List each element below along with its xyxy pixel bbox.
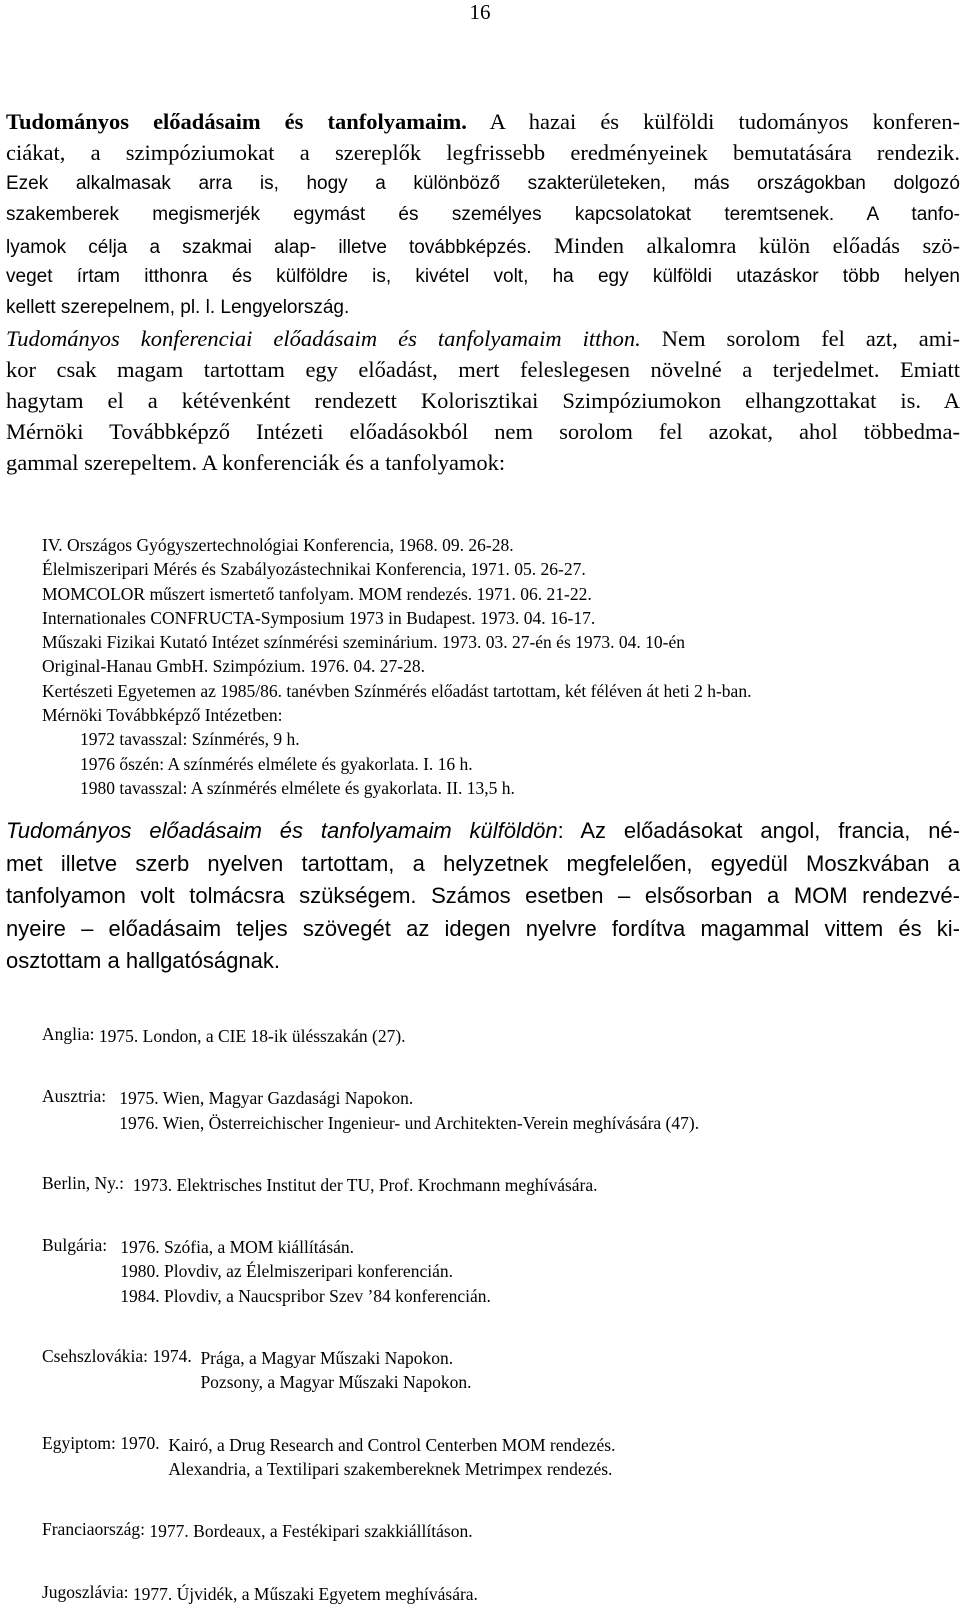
text-line: kellett szerepelnem, pl. l. Lengyelország. <box>6 297 350 318</box>
country-label: Anglia: <box>42 1024 99 1044</box>
country-label: Csehszlovákia: 1974. <box>42 1346 201 1367</box>
trip-item: 1975. Wien, Magyar Gazdasági Napokon. <box>119 1088 414 1109</box>
list-item: MOMCOLOR műszert ismertető tanfolyam. MOM rendezés. 1971. 06. 21-22. <box>42 583 592 604</box>
list-item: 1972 tavasszal: Színmérés, 9 h. <box>80 729 300 750</box>
section-heading: Tudományos előadásaim és tanfolyamaim külföldön <box>6 818 558 843</box>
trip-item: 1976. Wien, Österreichischer Ingenieur- und Architekten-Verein meghívására (47). <box>119 1112 700 1133</box>
text-line: tanfolyamon volt tolmácsra szükségem. Számos esetben – elsősorban a MOM rendezvé- <box>6 883 960 908</box>
list-item: 1980 tavasszal: A színmérés elmélete és gyakorlata. II. 13,5 h. <box>80 777 515 798</box>
trip-item: Alexandria, a Textilipari szakembereknek Metrimpex rendezés. <box>168 1458 613 1479</box>
country-label: Egyiptom: 1970. <box>42 1432 169 1453</box>
trip-item: Kairó, a Drug Research and Control Centerben MOM rendezés. <box>168 1434 616 1455</box>
trip-entry <box>42 1582 699 1606</box>
trip-item: 1977. Bordeaux, a Festékipari szakkiállításon. <box>149 1521 473 1542</box>
trip-item: 1984. Plovdiv, a Naucspribor Szev ’84 konferencián. <box>120 1285 491 1306</box>
trip-entry <box>42 1086 699 1135</box>
trip-entry <box>42 1173 699 1197</box>
text-line: kor csak magam tartottam egy előadást, mert feleslegesen növelné a terjedelmet. Emiatt <box>6 357 960 382</box>
text-line: szakemberek megismerjék egymást és személyes kapcsolatokat teremtsenek. A tanfo- <box>6 204 960 225</box>
text-line: Tudományos konferenciai előadásaim és tanfolyamaim itthon. Nem sorolom fel azt, ami- <box>6 326 960 351</box>
text-line: hagytam el a kétévenként rendezett Kolorisztikai Szimpóziumokon elhangzottakat is. A <box>6 388 960 413</box>
trip-item: 1980. Plovdiv, az Élelmiszeripari konferencián. <box>120 1261 453 1282</box>
trip-item: Prága, a Magyar Műszaki Napokon. <box>200 1348 454 1369</box>
list-item: Mérnöki Továbbképző Intézetben: <box>42 705 283 726</box>
trip-item: Pozsony, a Magyar Műszaki Napokon. <box>200 1372 472 1393</box>
conference-list <box>42 533 751 800</box>
list-item: 1976 őszén: A színmérés elmélete és gyakorlata. I. 16 h. <box>80 753 473 774</box>
trip-item: 1975. London, a CIE 18-ik ülésszakán (27). <box>98 1026 406 1046</box>
trip-entry <box>42 1519 699 1543</box>
home-paragraph <box>6 323 960 478</box>
list-item: Élelmiszeripari Mérés és Szabályozástechnikai Konferencia, 1971. 05. 26-27. <box>42 559 586 580</box>
list-item: Kertészeti Egyetemen az 1985/86. tanévben Színmérés előadást tartottam, két féléven át heti 2 h-ban. <box>42 680 752 701</box>
country-label: Bulgária: <box>42 1235 121 1256</box>
trip-entry <box>42 1024 699 1048</box>
country-label: Ausztria: <box>42 1086 120 1107</box>
country-label: Franciaország: <box>42 1519 150 1540</box>
trip-entry <box>42 1235 699 1308</box>
country-label: Jugoszlávia: <box>42 1581 133 1602</box>
text-line: ciákat, a szimpóziumokat a szereplők legfrissebb eredményeinek bemutatására rendezik. <box>6 140 960 165</box>
list-item: Internationales CONFRUCTA-Symposium 1973 in Budapest. 1973. 04. 16-17. <box>42 607 596 628</box>
section-heading: Tudományos előadásaim és tanfolyamaim. <box>6 109 467 134</box>
foreign-trips-list <box>42 1024 699 1606</box>
text-line: Tudományos előadásaim és tanfolyamaim külföldön: Az előadásokat angol, francia, né- <box>6 818 960 843</box>
intro-paragraph <box>6 106 960 323</box>
abroad-paragraph <box>6 815 960 978</box>
trip-item: 1976. Szófia, a MOM kiállításán. <box>120 1237 355 1258</box>
list-item: IV. Országos Gyógyszertechnológiai Konferencia, 1968. 09. 26-28. <box>42 535 514 555</box>
text-line: Mérnöki Továbbképző Intézeti előadásokból nem sorolom fel azokat, ahol többedma- <box>6 419 960 444</box>
text-line: veget írtam itthonra és külföldre is, kivétel volt, ha egy külföldi utazáskor több helyen <box>6 266 960 287</box>
trip-entry <box>42 1346 699 1395</box>
text-line: Ezek alkalmasak arra is, hogy a különböző szakterületeken, más országokban dolgozó <box>6 173 960 194</box>
page-number: 16 <box>469 0 491 24</box>
list-item: Műszaki Fizikai Kutató Intézet színmérési szeminárium. 1973. 03. 27-én és 1973. 04. 10-én <box>42 632 685 653</box>
text-line: lyamok célja a szakmai alap- illetve továbbképzés. Minden alkalomra külön előadás szö- <box>6 233 960 258</box>
trip-item: 1973. Elektrisches Institut der TU, Prof. Krochmann meghívására. <box>132 1174 598 1195</box>
text-line: nyeire – előadásaim teljes szövegét az idegen nyelvre fordítva magammal vittem és ki- <box>6 915 960 941</box>
trip-entry <box>42 1433 699 1482</box>
text-line: osztottam a hallgatóságnak. <box>6 948 280 973</box>
list-item: Original-Hanau GmbH. Szimpózium. 1976. 04. 27-28. <box>42 656 426 677</box>
country-label: Berlin, Ny.: <box>42 1172 133 1193</box>
section-heading: Tudományos konferenciai előadásaim és tanfolyamaim itthon. <box>6 326 641 351</box>
text-line: gammal szerepeltem. A konferenciák és a tanfolyamok: <box>6 450 506 475</box>
text-line: Tudományos előadásaim és tanfolyamaim. A hazai és külföldi tudományos konferen- <box>6 109 960 134</box>
text-line: met illetve szerb nyelven tartottam, a helyzetnek megfelelően, egyedül Moszkvában a <box>6 850 960 876</box>
trip-item: 1977. Újvidék, a Műszaki Egyetem meghívására. <box>132 1583 478 1604</box>
